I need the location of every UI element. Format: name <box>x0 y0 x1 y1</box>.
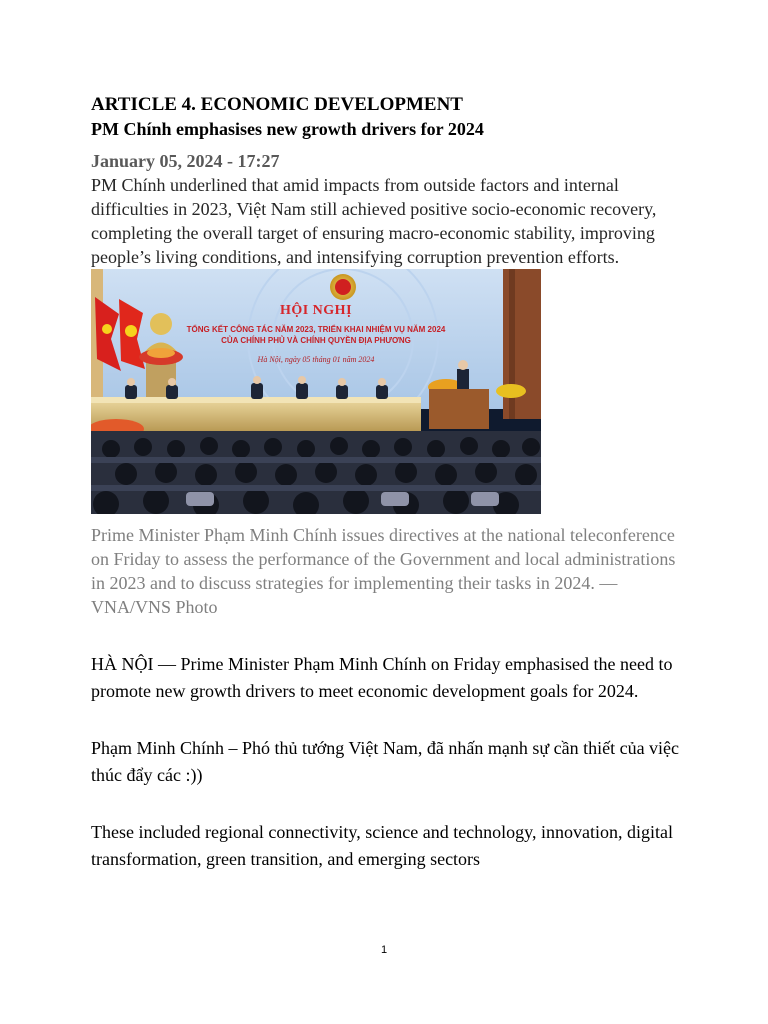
body-paragraph-2: Phạm Minh Chính – Phó thủ tướng Việt Nam, đã nhấn mạnh sự cần thiết của việc thúc đẩy các :)) <box>91 738 680 785</box>
banner-title: HỘI NGHỊ <box>279 303 353 318</box>
article-body <box>91 93 691 873</box>
conference-photo <box>91 269 541 514</box>
photo-caption: Prime Minister Phạm Minh Chính issues directives at the national teleconference on Friday to assess the performance of the Government and local administrations in 2023 and to discuss strategies for implementing their tasks in 2024. — VNA/VNS Photo <box>91 525 676 617</box>
article-dateline: January 05, 2024 - 17:27 <box>91 151 280 171</box>
banner-line-1: TỔNG KẾT CÔNG TÁC NĂM 2023, TRIỂN KHAI NHIỆM VỤ NĂM 2024 <box>186 325 446 334</box>
body-paragraph-1: HÀ NỘI — Prime Minister Phạm Minh Chính on Friday emphasised the need to promote new growth drivers to meet economic development goals for 2024. <box>91 654 673 701</box>
article-lede: PM Chính underlined that amid impacts from outside factors and internal difficulties in 2023, Việt Nam still achieved positive socio-economic recovery, completing the overall target of ensuring macro-economic stability, improving people’s living conditions, and intensifying corruption prevention efforts. <box>91 175 657 267</box>
banner-line-2: CỦA CHÍNH PHỦ VÀ CHÍNH QUYỀN ĐỊA PHƯƠNG <box>221 336 411 345</box>
article-heading: ARTICLE 4. ECONOMIC DEVELOPMENT <box>91 94 463 115</box>
banner-date: Hà Nội, ngày 05 tháng 01 năm 2024 <box>257 355 375 364</box>
body-paragraph-3: These included regional connectivity, science and technology, innovation, digital transformation, green transition, and emerging sectors <box>91 822 673 869</box>
page-number: 1 <box>380 944 388 956</box>
article-headline: PM Chính emphasises new growth drivers for 2024 <box>91 119 484 139</box>
